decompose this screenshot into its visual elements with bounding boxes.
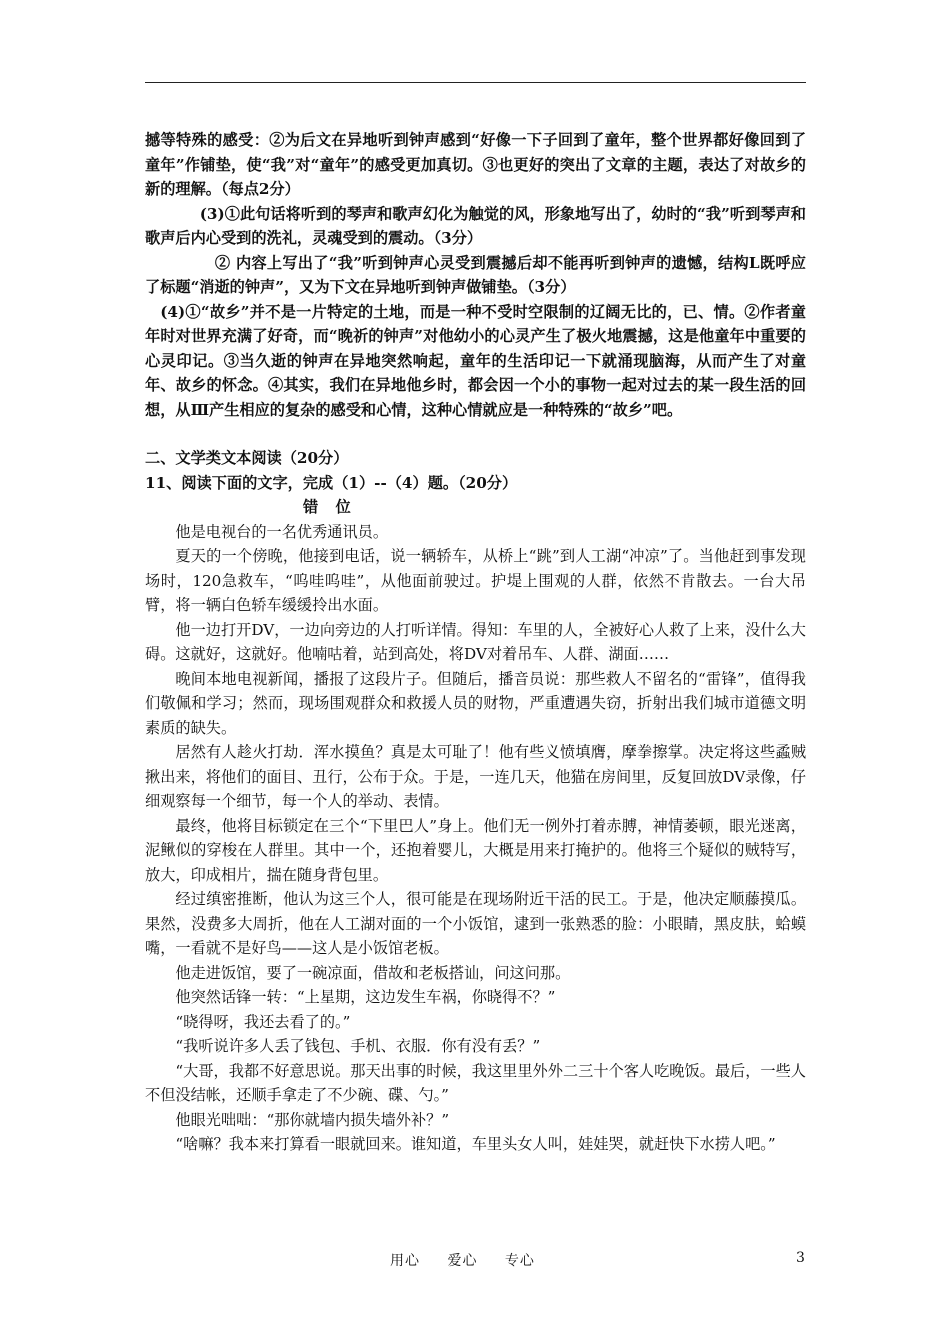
page-content [145, 128, 806, 1157]
story-paragraph: “我听说许多人丢了钱包、手机、衣服．你有没有丢？” [175, 1037, 541, 1055]
page-number: 3 [796, 1250, 805, 1266]
header-rule [145, 82, 806, 83]
story-paragraph: 他突然话锋一转：“上星期，这边发生车祸，你晓得不？” [175, 988, 556, 1006]
story-title: 错 位 [303, 498, 357, 516]
story-paragraph: 他一边打开DV，一边向旁边的人打听详情。得知：车里的人，全被好心人救了上来，没什么大碍。这就好，这就好。他喃咕着，站到高处，将DV对着吊车、人群、湖面…… [145, 620, 806, 663]
story-paragraph: 最终，他将目标锁定在三个“下里巴人”身上。他们无一例外打着赤膊，神情萎顿，眼光迷离，泥鳅似的穿梭在人群里。其中一个，还抱着婴儿，大概是用来打掩护的。他将三个疑似的贼特写，放大，印成相片，揣在随身背包里。 [145, 816, 806, 884]
story-paragraph: 晚间本地电视新闻，播报了这段片子。但随后，播音员说：那些救人不留名的“雷锋”，值得我们敬佩和学习；然而，现场围观群众和救援人员的财物，严重遭遇失窃，折射出我们城市道德文明素质的缺失。 [145, 669, 806, 737]
answer-paragraph: (3)①此句话将听到的琴声和歌声幻化为触觉的风，形象地写出了，幼时的“我”听到琴声和歌声后内心受到的洗礼，灵魂受到的震动。（3分） [145, 204, 806, 247]
answer-paragraph: ② 内容上写出了“我”听到钟声心灵受到震撼后却不能再听到钟声的遗憾，结构L既呼应了标题“消逝的钟声”，又为下文在异地听到钟声做铺垫。（3分） [145, 253, 806, 296]
answer-paragraph: (4)①“故乡”并不是一片特定的土地，而是一种不受时空限制的辽阔无比的，已、情。②作者童年时对世界充满了好奇，而“晚祈的钟声”对他幼小的心灵产生了极火地震撼，这是他童年中重要的心灵印记。③当久逝的钟声在异地突然响起，童年的生活印记一下就涌现脑海，从而产生了对童年、故乡的怀念。④其实，我们在异地他乡时，都会因一个小的事物一起对过去的某一段生活的回想，从Ⅲ产生相应的复杂的感受和心情，这种心情就应是一种特殊的“故乡”吧。 [145, 302, 806, 419]
story-paragraph: “晓得呀，我还去看了的。” [175, 1012, 351, 1031]
story-paragraph: “大哥，我都不好意思说。那天出事的时候，我这里里外外二三十个客人吃晚饭。最后，一些人不但没结帐，还顺手拿走了不少碗、碟、勺。” [145, 1061, 806, 1104]
story-paragraph: 夏天的一个傍晚，他接到电话，说一辆轿车，从桥上“跳”到人工湖“冲凉”了。当他赶到事发现场时，120急救车，“呜哇呜哇”，从他面前驶过。护堤上围观的人群，依然不肯散去。一台大吊臂，将一辆白色轿车缓缓拎出水面。 [145, 547, 806, 614]
section-heading: 二、文学类文本阅读（20分） [145, 449, 349, 467]
footer-motto: 用心 爱心 专心 [390, 1253, 535, 1269]
story-paragraph: “啥嘛？我本来打算看一眼就回来。谁知道，车里头女人叫，娃娃哭，就赶快下水捞人吧。” [175, 1135, 776, 1153]
question-prompt: 11、阅读下面的文字，完成（1）--（4）题。（20分） [145, 473, 518, 492]
answer-paragraph: 撼等特殊的感受：②为后文在异地听到钟声感到“好像一下子回到了童年，整个世界都好像回到了童年”作铺垫，使“我”对“童年”的感受更加真切。③也更好的突出了文章的主题，表达了对故乡的新的理解。（每点2分） [145, 131, 806, 198]
story-paragraph: 经过缜密推断，他认为这三个人，很可能是在现场附近干活的民工。于是，他决定顺藤摸瓜。果然，没费多大周折，他在人工湖对面的一个小饭馆，逮到一张熟悉的脸：小眼睛，黑皮肤，蛤蟆嘴，一看就不是好鸟——这人是小饭馆老板。 [145, 890, 806, 957]
story-paragraph: 他眼光咄咄：“那你就墙内损失墙外补？” [175, 1110, 450, 1129]
story-paragraph: 他走进饭馆，要了一碗凉面，借故和老板搭讪，问这问那。 [175, 963, 571, 982]
story-paragraph: 他是电视台的一名优秀通讯员。 [175, 522, 389, 541]
story-paragraph: 居然有人趁火打劫．浑水摸鱼？真是太可耻了！他有些义愤填膺，摩拳擦掌。决定将这些蟊贼揪出来，将他们的面目、丑行，公布于众。于是，一连几天，他猫在房间里，反复回放DV录像，仔细观察每一个细节，每一个人的举动、表情。 [145, 743, 806, 810]
